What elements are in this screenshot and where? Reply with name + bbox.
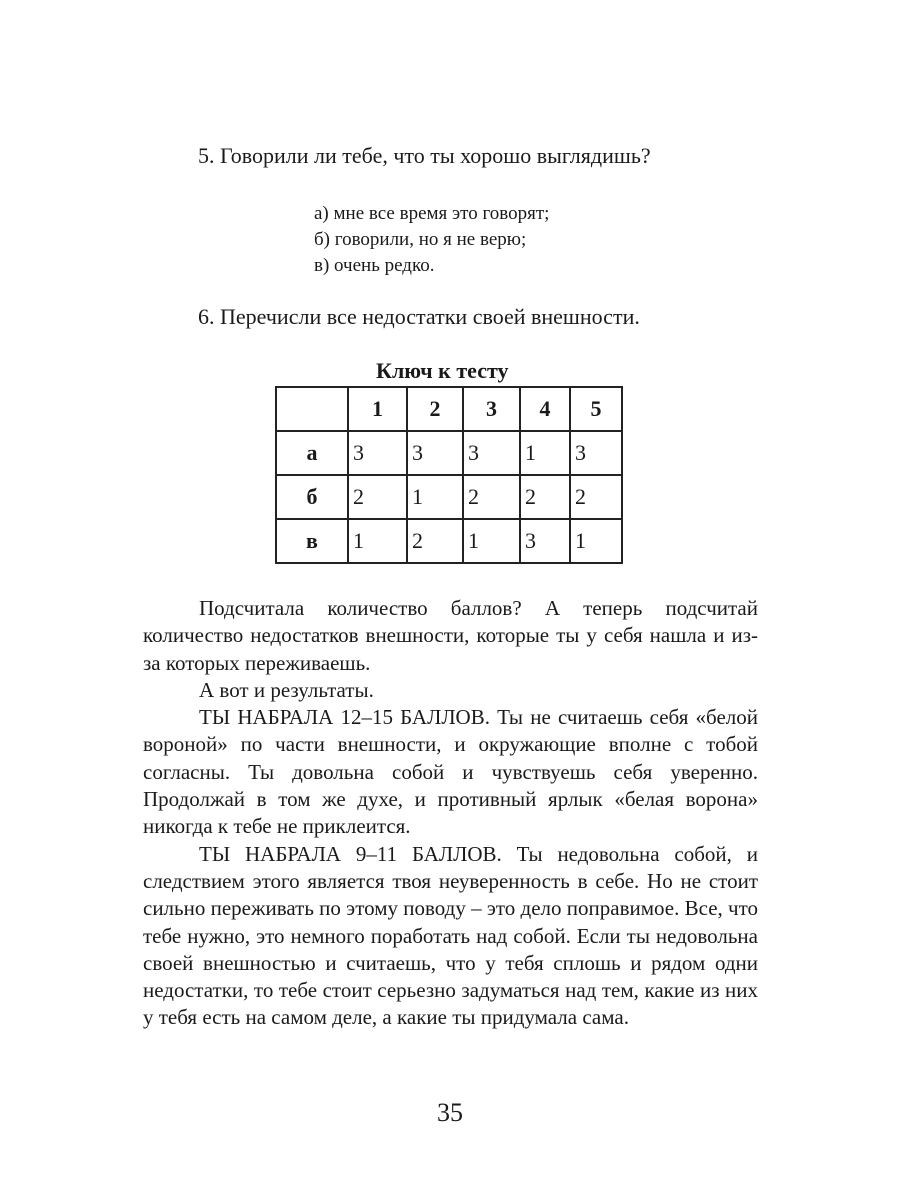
table-cell: 2	[520, 475, 570, 519]
table-cell: 2	[407, 519, 463, 563]
row-label: а	[276, 431, 348, 475]
column-header: 5	[570, 387, 622, 431]
table-cell: 1	[520, 431, 570, 475]
column-header: 1	[348, 387, 407, 431]
answer-c: в) очень редко.	[314, 255, 435, 276]
corner-cell	[276, 387, 348, 431]
table-cell: 1	[407, 475, 463, 519]
paragraph: ТЫ НАБРАЛА 12–15 БАЛЛОВ. Ты не считаешь себя «белой вороной» по части внешности, и окружающие вполне с тобой согласны. Ты довольна собой и чувствуешь себя уверенно. Продолжай в том же духе, и противный ярлык «белая ворона» никогда к тебе не приклеится.	[143, 705, 758, 839]
column-header: 2	[407, 387, 463, 431]
table-row	[276, 519, 622, 563]
column-header: 4	[520, 387, 570, 431]
results-text	[143, 595, 758, 1032]
paragraph: Подсчитала количество баллов? А теперь подсчитай количество недостатков внешности, которые ты у себя нашла и из-за которых переживаешь.	[143, 596, 758, 675]
column-header: 3	[463, 387, 520, 431]
table-cell: 3	[570, 431, 622, 475]
answer-b: б) говорили, но я не верю;	[314, 229, 527, 250]
table-row	[276, 431, 622, 475]
table-cell: 2	[570, 475, 622, 519]
answer-a: а) мне все время это говорят;	[314, 203, 550, 224]
answer-key-table	[275, 386, 623, 564]
table-cell: 2	[463, 475, 520, 519]
question-6: 6. Перечисли все недостатки своей внешности.	[198, 304, 640, 329]
table-cell: 2	[348, 475, 407, 519]
page-number: 35	[437, 1098, 463, 1127]
header-row	[276, 387, 622, 431]
paragraph: А вот и результаты.	[199, 677, 374, 702]
table-cell: 1	[570, 519, 622, 563]
table-cell: 3	[407, 431, 463, 475]
row-label: в	[276, 519, 348, 563]
row-label: б	[276, 475, 348, 519]
table-cell: 3	[520, 519, 570, 563]
key-title: Ключ к тесту	[376, 358, 509, 383]
table-cell: 3	[463, 431, 520, 475]
question-5-answers	[314, 201, 549, 279]
paragraph: ТЫ НАБРАЛА 9–11 БАЛЛОВ. Ты недовольна собой, и следствием этого является твоя неуверенность в себе. Но не стоит сильно переживать по этому поводу – это дело поправимое. Все, что тебе нужно, это немного поработать над собой. Если ты недовольна своей внешностью и считаешь, что у тебя сплошь и рядом одни недостатки, то тебе стоит серьезно задуматься над тем, какие из них у тебя есть на самом деле, а какие ты придумала сама.	[143, 841, 758, 1030]
table-cell: 1	[348, 519, 407, 563]
table-cell: 1	[463, 519, 520, 563]
question-5: 5. Говорили ли тебе, что ты хорошо выглядишь?	[198, 143, 651, 168]
table-row	[276, 475, 622, 519]
table-cell: 3	[348, 431, 407, 475]
